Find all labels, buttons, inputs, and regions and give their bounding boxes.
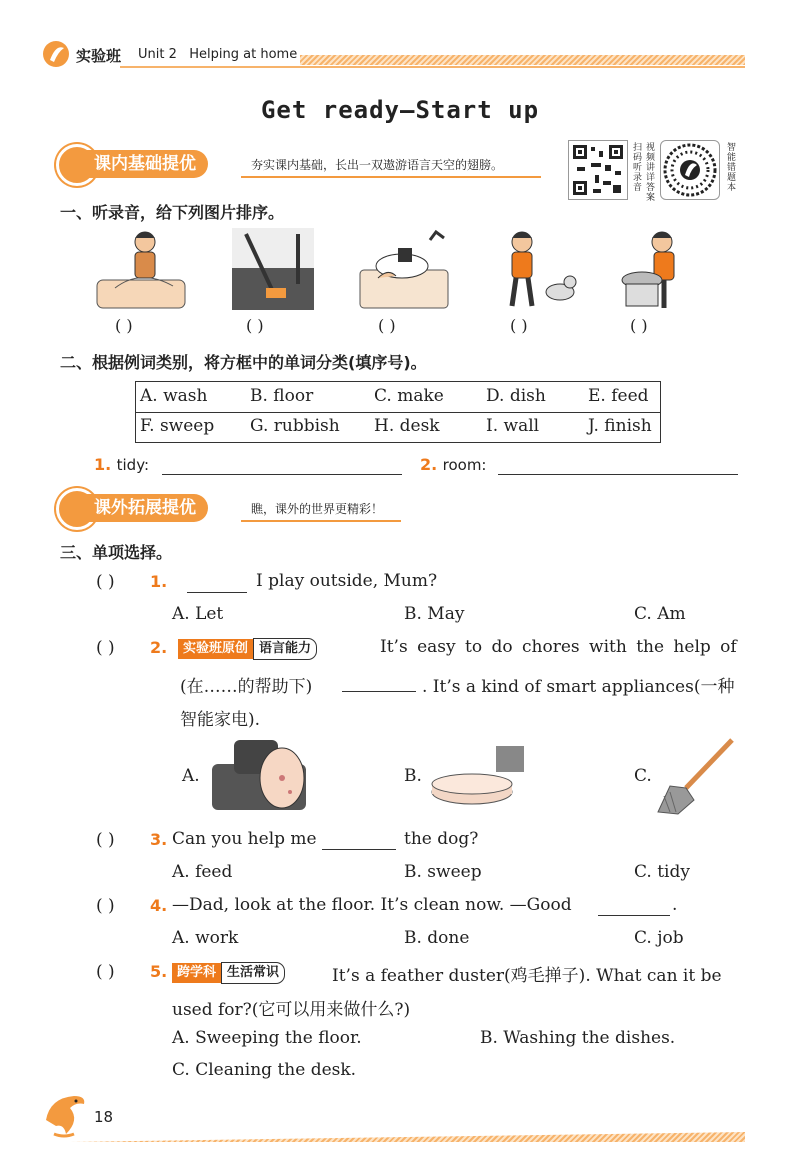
q2-option-a[interactable]: A.: [182, 766, 200, 786]
q4-answer-paren[interactable]: ( ): [96, 896, 115, 916]
q1-option-c[interactable]: C. Am: [634, 604, 686, 624]
q2-number: 2.: [150, 638, 168, 657]
word-row: [136, 382, 660, 413]
qr-label-mistakes: 智能错题本: [725, 142, 735, 192]
q1-text: I play outside, Mum?: [256, 571, 438, 591]
footer-stripe: [70, 1132, 745, 1142]
q4-option-c[interactable]: C. job: [634, 928, 684, 948]
tag-cross-subject: 跨学科: [172, 963, 221, 983]
brand-logo-icon: [42, 40, 70, 68]
q5-number: 5.: [150, 962, 168, 981]
q3-text-a: Can you help me: [172, 829, 317, 849]
q1-option-b[interactable]: B. May: [404, 604, 465, 624]
word-item: J. finish: [588, 416, 652, 436]
q3-option-a[interactable]: A. feed: [172, 862, 233, 882]
order-blank-3[interactable]: ( ): [378, 316, 396, 335]
order-blank-4[interactable]: ( ): [510, 316, 528, 335]
room-answer-line[interactable]: [498, 474, 738, 475]
q5-tags: [172, 962, 285, 984]
dolphin-mascot-icon: [40, 1090, 90, 1140]
category-label: tidy:: [116, 456, 150, 474]
section-tagline: 瞧，课外的世界更精彩！: [251, 502, 384, 516]
category-tidy: [94, 455, 149, 475]
part2-heading: 二、根据例词类别，将方框中的单词分类(填序号)。: [60, 353, 427, 372]
word-item: C. make: [374, 386, 444, 406]
q4-blank[interactable]: [598, 915, 670, 916]
q5-option-c[interactable]: C. Cleaning the desk.: [172, 1060, 357, 1080]
section-banner-basic: [56, 148, 546, 180]
part1-heading: 一、听录音，给下列图片排序。: [60, 203, 285, 222]
tag-life-knowledge: 生活常识: [221, 962, 285, 984]
page-title: Get ready—Start up: [260, 96, 540, 124]
q2-text-hint: (在……的帮助下): [180, 677, 313, 697]
brand-name: 实验班: [76, 47, 122, 65]
header-stripe: [300, 55, 745, 65]
unit-title: Unit 2 Helping at home: [138, 47, 298, 62]
tag-original: 实验班原创: [178, 639, 253, 659]
qr-label-video: 视频讲详答案: [644, 142, 654, 202]
q3-text-b: the dog?: [404, 829, 479, 849]
qr-code-mistakes[interactable]: [660, 140, 720, 200]
q5-text-b: used for?(它可以用来做什么?): [172, 1000, 411, 1020]
banner-underline: [241, 176, 541, 178]
q2-tags: [178, 638, 317, 660]
boy-making-bed-picture: [95, 228, 187, 310]
q5-option-a[interactable]: A. Sweeping the floor.: [172, 1028, 362, 1048]
q4-number: 4.: [150, 896, 168, 915]
qr-code-audio[interactable]: [568, 140, 628, 200]
q2-option-c[interactable]: C.: [634, 766, 652, 786]
q4-option-b[interactable]: B. done: [404, 928, 470, 948]
section-banner-label: 课内基础提优: [80, 150, 208, 178]
section-tagline: 夯实课内基础，长出一双遨游语言天空的翅膀。: [251, 158, 504, 172]
q2-blank[interactable]: [342, 691, 416, 692]
q2-option-b[interactable]: B.: [404, 766, 422, 786]
q4-option-a[interactable]: A. work: [172, 928, 239, 948]
word-item: I. wall: [486, 416, 540, 436]
broom-picture[interactable]: [656, 736, 736, 816]
q1-answer-paren[interactable]: ( ): [96, 572, 115, 592]
category-number: 2.: [420, 455, 438, 474]
category-number: 1.: [94, 455, 112, 474]
q2-text-line2: . It’s a kind of smart appliances(一种: [422, 677, 735, 697]
q5-option-b[interactable]: B. Washing the dishes.: [480, 1028, 676, 1048]
q5-answer-paren[interactable]: ( ): [96, 962, 115, 982]
q5-text-a: It’s a feather duster(鸡毛掸子). What can it be: [332, 966, 722, 986]
q3-blank[interactable]: [322, 849, 396, 850]
q1-option-a[interactable]: A. Let: [172, 604, 224, 624]
category-room: [420, 455, 486, 475]
word-item: B. floor: [250, 386, 314, 406]
word-item: H. desk: [374, 416, 440, 436]
word-item: D. dish: [486, 386, 546, 406]
qr-label-audio: 扫码听录音: [631, 142, 641, 192]
q3-option-c[interactable]: C. tidy: [634, 862, 690, 882]
q4-text-a: —Dad, look at the floor. It’s clean now. —Good: [172, 895, 572, 915]
q2-text-line1: It’s easy to do chores with the help of: [380, 637, 737, 657]
q3-option-b[interactable]: B. sweep: [404, 862, 482, 882]
qr-icon: [569, 141, 627, 199]
order-blank-5[interactable]: ( ): [630, 316, 648, 335]
order-blank-2[interactable]: ( ): [246, 316, 264, 335]
dishwasher-picture[interactable]: [210, 738, 310, 814]
tidy-answer-line[interactable]: [162, 474, 402, 475]
feeding-dog-picture: [492, 228, 584, 310]
word-box: [135, 381, 661, 443]
word-item: E. feed: [588, 386, 649, 406]
washing-clothes-picture: [620, 228, 692, 310]
part3-heading: 三、单项选择。: [60, 543, 173, 562]
section-banner-extension: [56, 492, 406, 524]
word-item: G. rubbish: [250, 416, 340, 436]
q1-number: 1.: [150, 572, 168, 591]
order-blank-1[interactable]: ( ): [115, 316, 133, 335]
section-banner-label: 课外拓展提优: [80, 494, 208, 522]
page-number: 18: [94, 1108, 114, 1126]
q3-answer-paren[interactable]: ( ): [96, 830, 115, 850]
q4-text-b: .: [672, 895, 678, 915]
washing-dishes-picture: [358, 228, 450, 310]
word-item: F. sweep: [140, 416, 215, 436]
robot-vacuum-picture[interactable]: [428, 744, 528, 808]
q3-number: 3.: [150, 830, 168, 849]
word-item: A. wash: [140, 386, 208, 406]
qr-round-icon: [661, 141, 719, 199]
category-label: room:: [442, 456, 487, 474]
q2-text-line3: 智能家电).: [180, 710, 261, 730]
sweeping-floor-picture: [232, 228, 314, 310]
banner-underline: [241, 520, 401, 522]
tag-language-skill: 语言能力: [253, 638, 317, 660]
q2-answer-paren[interactable]: ( ): [96, 638, 115, 658]
header-line: [120, 66, 745, 68]
q1-blank[interactable]: [187, 592, 247, 593]
word-row: [136, 412, 660, 442]
